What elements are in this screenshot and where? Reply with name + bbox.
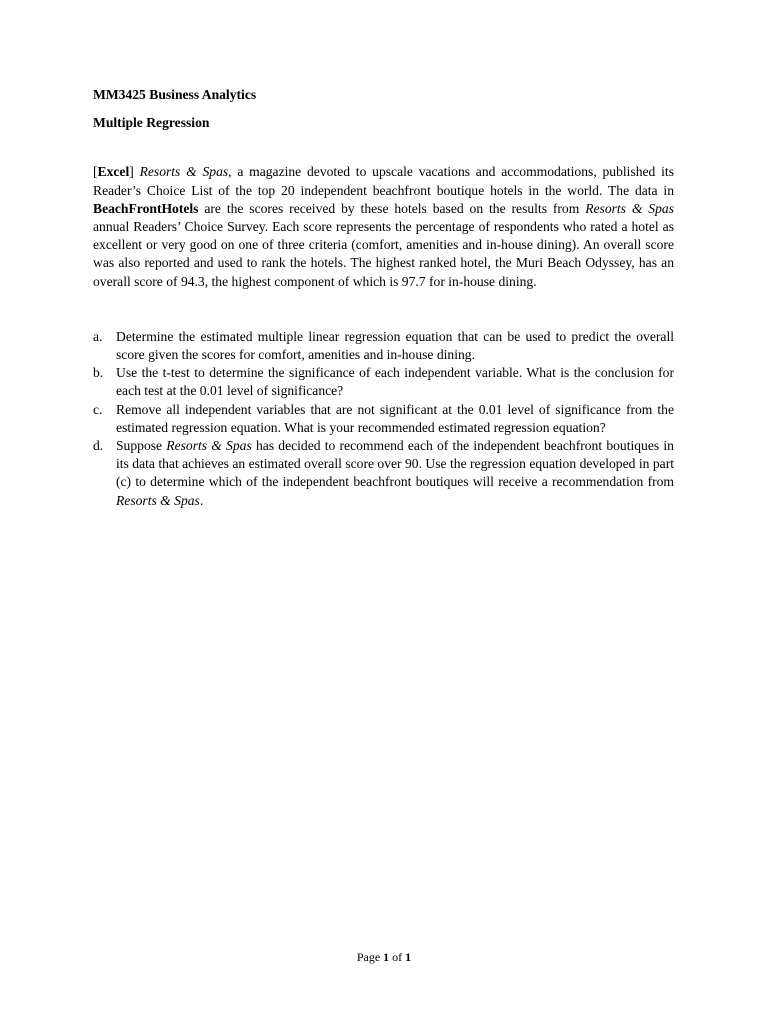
magazine-name-2: Resorts & Spas [585,200,674,216]
total-pages-number: 1 [405,950,412,964]
question-marker: a. [93,328,103,344]
magazine-name-4: Resorts & Spas [116,492,200,508]
excel-tag: Excel [97,164,130,180]
question-text: Use the t-test to determine the significance of each independent variable. What is the conclusion for each test at the 0.01 level of significance? [116,365,674,399]
question-marker: d. [93,438,104,454]
page-footer [0,949,768,965]
intro-text-2: are the scores received by these hotels based on the results from [198,200,586,216]
intro-paragraph: [Excel] Resorts & Spas, a magazine devoted to upscale vacations and accommodations, published its Reader’s Choice List of the top 20 independent beachfront boutique hotels in the world. The data in BeachFrontHotels are the scores received by these hotels based on the results from Resorts & Spas annual Readers’ Choice Survey. Each score represents the percentage of respondents who rated a hotel as excellent or very good on one of three criteria (comfort, amenities and in-house dining). An overall score was also reported and used to rank the hotels. The highest ranked hotel, the Muri Beach Odyssey, has an overall score of 94.3, the highest component of which is 97.7 for in-house dining. [93,164,674,289]
question-text: Determine the estimated multiple linear regression equation that can be used to predict the overall score given the scores for comfort, amenities and in-house dining. [116,328,674,363]
question-text: Remove all independent variables that are not significant at the 0.01 level of significance from the estimated regression equation. What is your recommended estimated regression equation? [116,401,674,435]
intro-text-3: annual Readers’ Choice Survey. Each score represents the percentage of respondents who rated a hotel as excellent or very good on one of three criteria (comfort, amenities and in-house dining). An overall score was also reported and used to rank the hotels. The highest ranked hotel, the Muri Beach Odyssey, has an overall score of 94.3, the highest component of which is 97.7 for in-house dining. [93,219,674,289]
question-marker: c. [93,401,103,417]
document-body [93,86,674,510]
question-a [93,328,674,364]
question-marker: b. [93,365,104,381]
question-text-1: Suppose [116,438,167,454]
page-word: Page [356,950,381,964]
question-text-3: . [199,492,204,508]
question-b [93,364,674,400]
question-list [93,328,674,510]
magazine-name: Resorts & Spas [139,164,229,180]
question-text-2: has decided to recommend each of the independent beachfront boutiques in its data that achieves an estimated overall score over 90. Use the regression equation developed in part (c) to determine which of the independent beachfront boutiques will receive a recommendation from [116,438,674,490]
dataset-name: BeachFrontHotels [93,200,199,216]
question-d [93,437,674,510]
course-title: MM3425 Business Analytics [93,87,257,102]
question-c [93,401,674,437]
of-word: of [392,950,403,964]
current-page-number: 1 [383,950,390,964]
topic-heading: Multiple Regression [93,115,210,131]
magazine-name-3: Resorts & Spas [166,438,252,454]
intro-text-1: , a magazine devoted to upscale vacations and accommodations, published its Reader’s Choice List of the top 20 independent beachfront boutique hotels in the world. The data in [93,164,674,198]
